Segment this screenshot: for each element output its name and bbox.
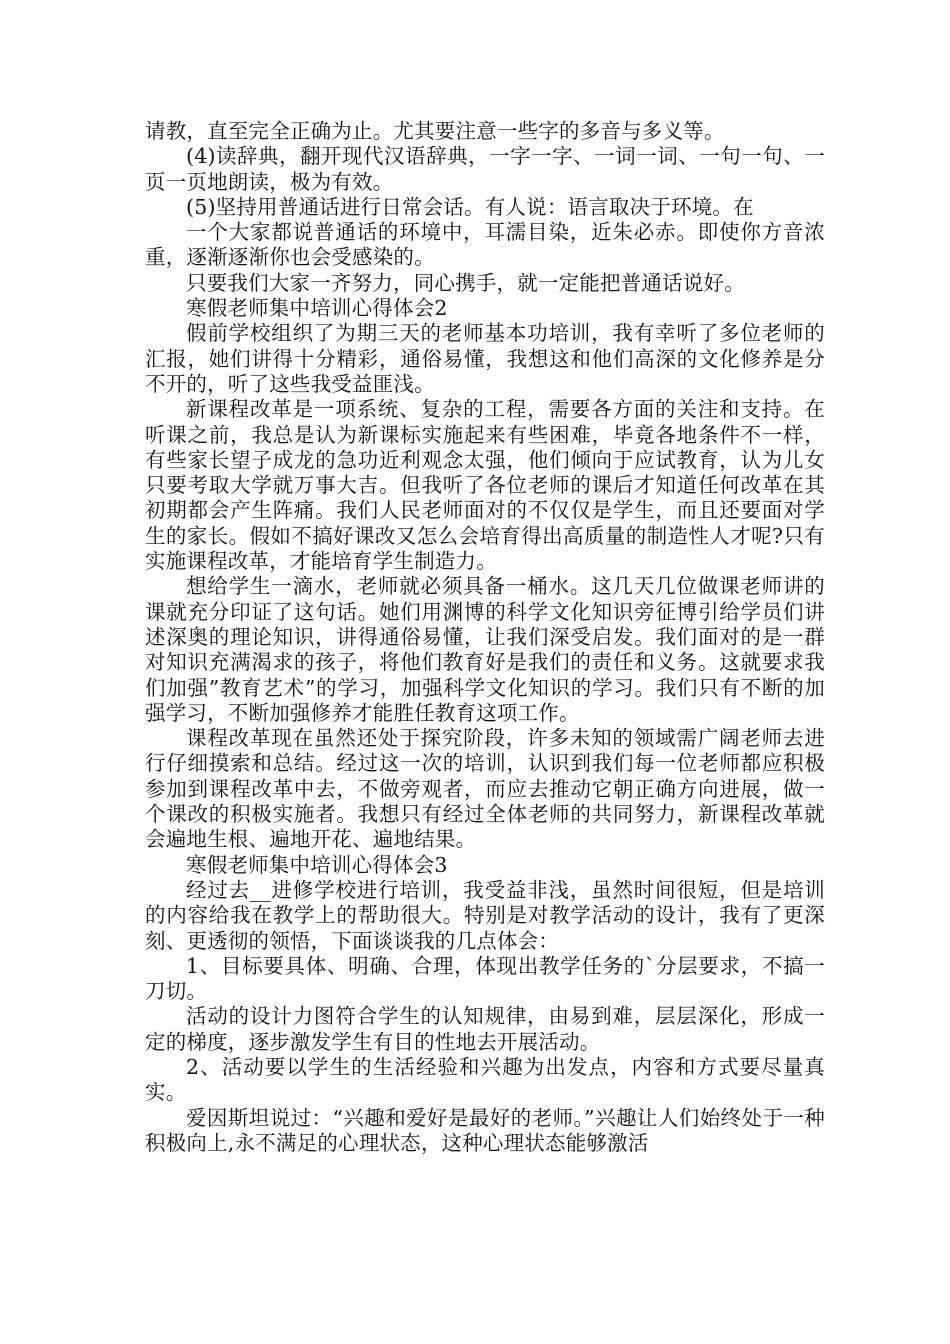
paragraph-bucket-of-water: 想给学生一滴水，老师就必须具备一桶水。这几天几位做课老师讲的课就充分印证了这句话。她们用渊博的科学文化知识旁征博引给学员们讲述深奥的理论知识，讲得通俗易懂，让我们深受启发。我们面对的是一群对知识充满渴求的孩子，将他们教育好是我们的责任和义务。这就要求我们加强”教育艺术”的学习，加强科学文化知识的学习。我们只有不断的加强学习，不断加强修养才能胜任教育这项工作。 xyxy=(145,574,825,725)
paragraph-training-intro: 假前学校组织了为期三天的老师基本功培训，我有幸听了多位老师的汇报，她们讲得十分精彩，通俗易懂，我想这和他们高深的文化修养是分不开的，听了这些我受益匪浅。 xyxy=(145,321,825,396)
paragraph-tip-4: (4)读辞典，翻开现代汉语辞典，一字一字、一词一词、一句一句、一页一页地朗读，极为有效。 xyxy=(145,144,825,194)
document-body xyxy=(145,119,825,1156)
paragraph-environment: 一个大家都说普通话的环境中，耳濡目染，近朱必赤。即使你方音浓重，逐渐逐渐你也会受感染的。 xyxy=(145,220,825,270)
section-heading-2: 寒假老师集中培训心得体会2 xyxy=(186,296,448,321)
paragraph-point-2: 2、活动要以学生的生活经验和兴趣为出发点，内容和方式要尽量真实。 xyxy=(145,1054,825,1105)
paragraph-einstein-quote: 爱因斯坦说过：“兴趣和爱好是最好的老师。”兴趣让人们始终处于一种积极向上,永不满足的心理状态，这种心理状态能够激活 xyxy=(145,1105,825,1155)
paragraph-point-1: 1、目标要具体、明确、合理，体现出教学任务的`分层要求，不搞一刀切。 xyxy=(145,953,825,1004)
paragraph-reform-exploration: 课程改革现在虽然还处于探究阶段，许多未知的领域需广阔老师去进行仔细摸索和总结。经过这一次的培训，认识到我们每一位老师都应积极参加到课程改革中去，不做旁观者，而应去推动它朝正确方向进展，做一个课改的积极实施者。我想只有经过全体老师的共同努力，新课程改革就会遍地生根、遍地开花、遍地结果。 xyxy=(145,726,825,852)
paragraph-activity-design: 活动的设计力图符合学生的认知规律，由易到难，层层深化，形成一定的梯度，逐步激发学生有目的性地去开展活动。 xyxy=(145,1004,825,1054)
paragraph-conclusion: 只要我们大家一齐努力，同心携手，就一定能把普通话说好。 xyxy=(186,270,745,295)
paragraph-training-benefit: 经过去__进修学校进行培训，我受益非浅，虽然时间很短，但是培训的内容给我在教学上的帮助很大。特别是对教学活动的设计，我有了更深刻、更透彻的领悟，下面谈谈我的几点体会： xyxy=(145,877,825,953)
section-heading-3: 寒假老师集中培训心得体会3 xyxy=(186,852,448,877)
paragraph-curriculum-reform: 新课程改革是一项系统、复杂的工程，需要各方面的关注和支持。在听课之前，我总是认为新课标实施起来有些困难，毕竟各地条件不一样，有些家长望子成龙的急功近利观念太强，他们倾向于应试教育，认为儿女只要考取大学就万事大吉。但我听了各位老师的课后才知道任何改革在其初期都会产生阵痛。我们人民老师面对的不仅仅是学生，而且还要面对学生的家长。假如不搞好课改又怎么会培育得出高质量的制造性人才呢?只有实施课程改革，才能培育学生制造力。 xyxy=(145,397,825,574)
paragraph-tip-5: (5)坚持用普通话进行日常会话。有人说：语言取决于环境。在 xyxy=(186,194,754,219)
paragraph-continuation: 请教，直至完全正确为止。尤其要注意一些字的多音与多义等。 xyxy=(145,119,725,143)
